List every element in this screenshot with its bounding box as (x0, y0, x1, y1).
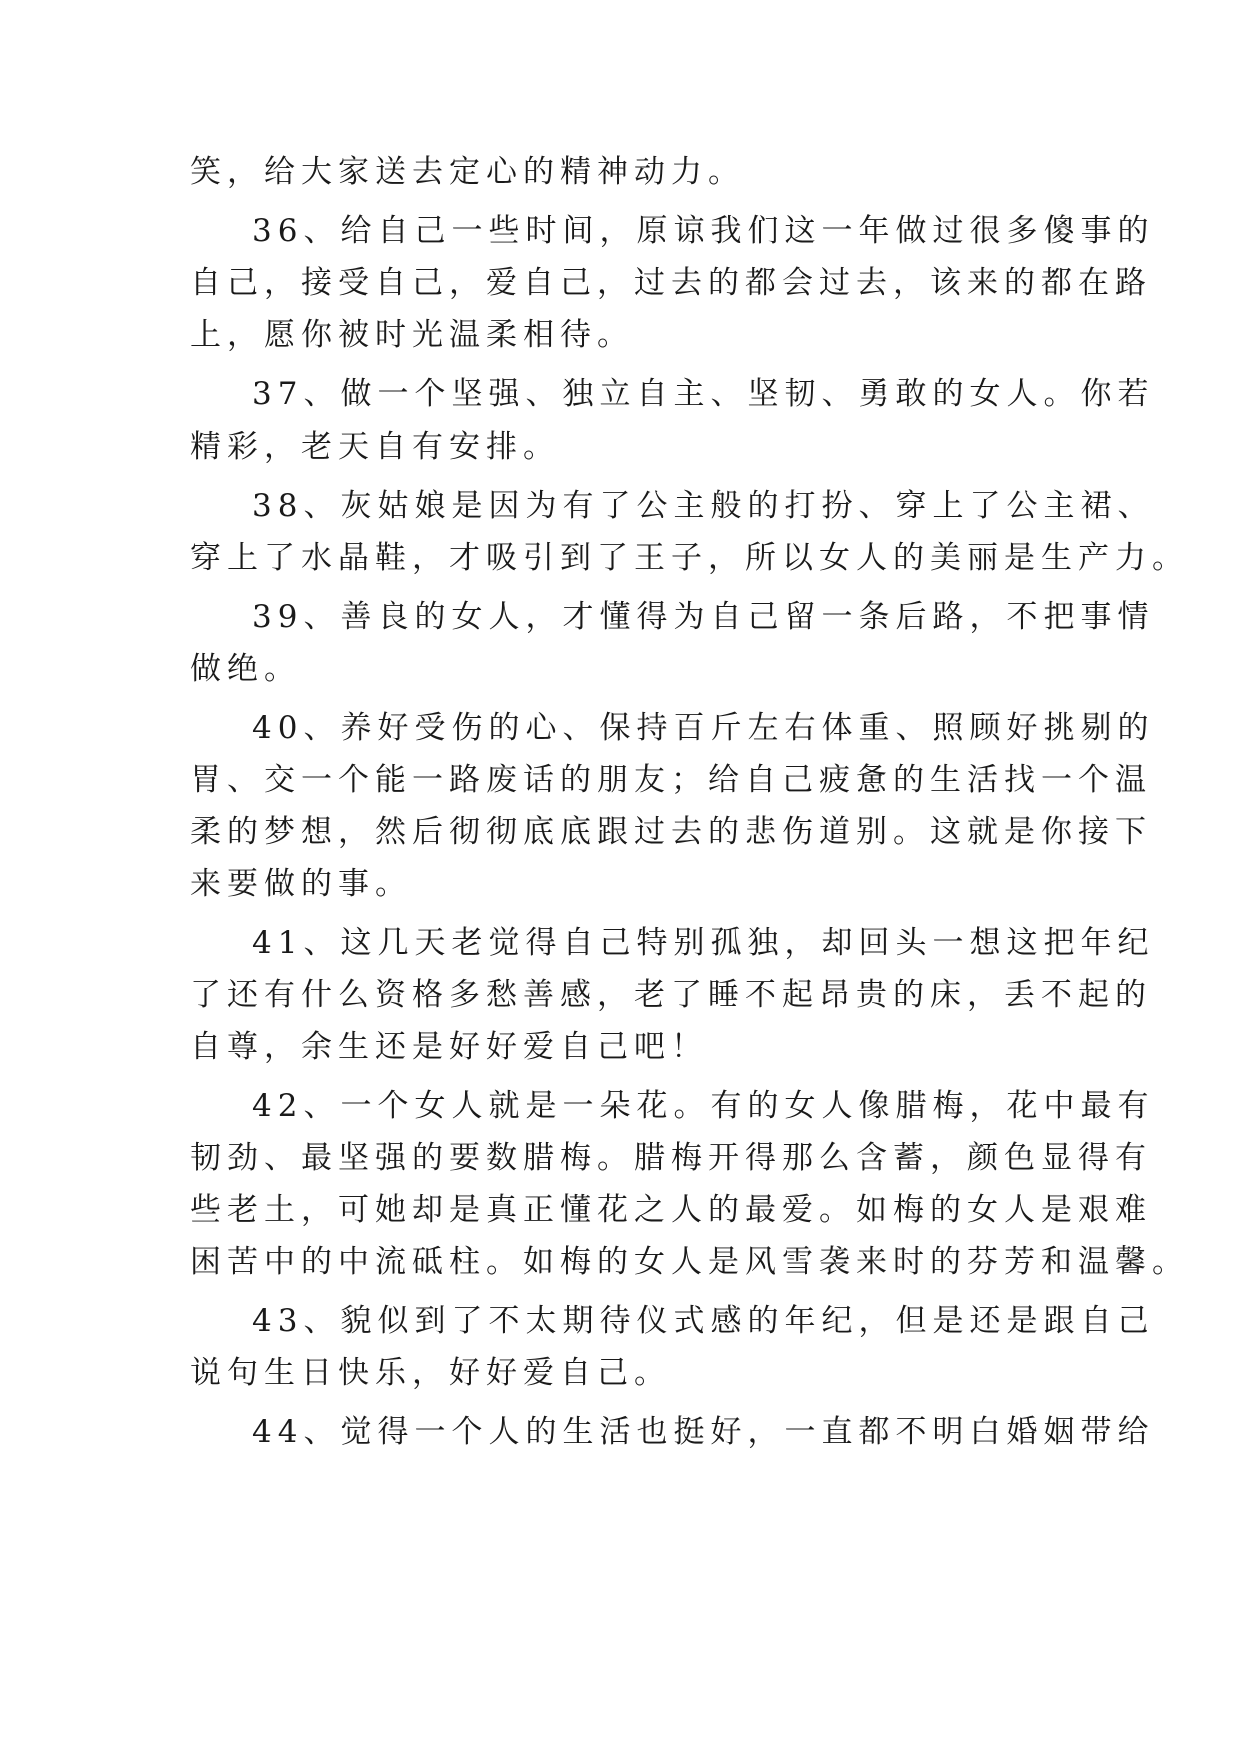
text-line: 穿上了水晶鞋，才吸引到了王子，所以女人的美丽是生产力。 (190, 540, 1189, 576)
text-line: 44、觉得一个人的生活也挺好，一直都不明白婚姻带给 (252, 1414, 1155, 1450)
text-line: 36、给自己一些时间，原谅我们这一年做过很多傻事的 (252, 213, 1155, 249)
text-line: 41、这几天老觉得自己特别孤独，却回头一想这把年纪 (252, 925, 1155, 961)
text-line: 自尊，余生还是好好爱自己吧！ (190, 1029, 708, 1065)
text-line: 42、一个女人就是一朵花。有的女人像腊梅，花中最有 (252, 1088, 1155, 1124)
text-line: 胃、交一个能一路废话的朋友；给自己疲惫的生活找一个温 (190, 762, 1152, 798)
text-line: 38、灰姑娘是因为有了公主般的打扮、穿上了公主裙、 (252, 488, 1155, 524)
text-line: 43、貌似到了不太期待仪式感的年纪，但是还是跟自己 (252, 1303, 1155, 1339)
text-line: 精彩，老天自有安排。 (190, 429, 560, 465)
text-line: 来要做的事。 (190, 866, 412, 902)
text-line: 上，愿你被时光温柔相待。 (190, 317, 634, 353)
text-line: 做绝。 (190, 651, 301, 687)
text-line: 笑，给大家送去定心的精神动力。 (190, 154, 745, 190)
text-line: 40、养好受伤的心、保持百斤左右体重、照顾好挑剔的 (252, 710, 1155, 746)
text-line: 柔的梦想，然后彻彻底底跟过去的悲伤道别。这就是你接下 (190, 814, 1152, 850)
text-line: 自己，接受自己，爱自己，过去的都会过去，该来的都在路 (190, 265, 1152, 301)
text-line: 37、做一个坚强、独立自主、坚韧、勇敢的女人。你若 (252, 376, 1155, 412)
text-line: 39、善良的女人，才懂得为自己留一条后路，不把事情 (252, 599, 1155, 635)
text-line: 了还有什么资格多愁善感，老了睡不起昂贵的床，丢不起的 (190, 977, 1152, 1013)
text-line: 困苦中的中流砥柱。如梅的女人是风雪袭来时的芬芳和温馨。 (190, 1244, 1189, 1280)
text-line: 说句生日快乐，好好爱自己。 (190, 1355, 671, 1391)
text-line: 韧劲、最坚强的要数腊梅。腊梅开得那么含蓄，颜色显得有 (190, 1140, 1152, 1176)
text-line: 些老土，可她却是真正懂花之人的最爱。如梅的女人是艰难 (190, 1192, 1152, 1228)
